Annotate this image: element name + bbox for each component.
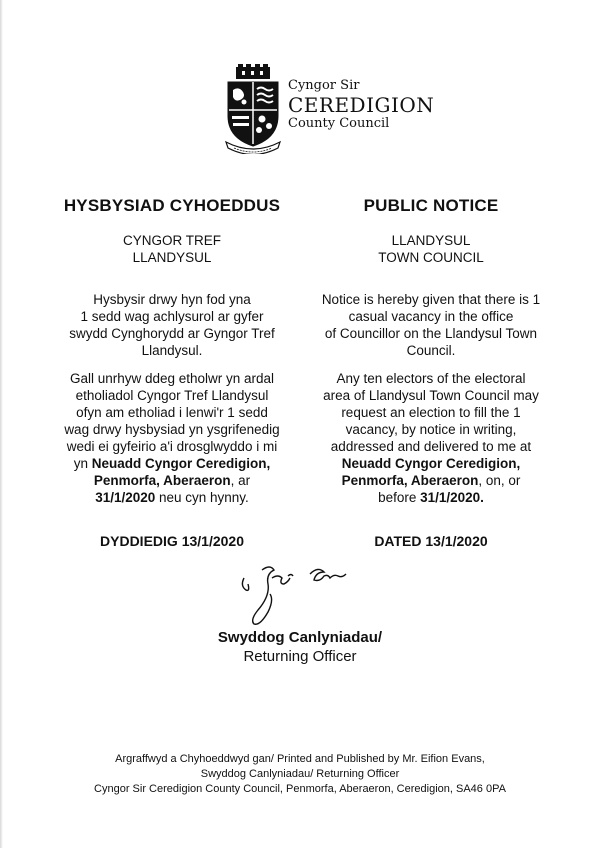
english-para1-line: of Councillor on the Llandysul Town [324,326,538,341]
english-para2-line: addressed and delivered to me at [330,439,532,454]
english-para1-line: Notice is hereby given that there is 1 [321,292,541,307]
welsh-para2-line [41,455,303,472]
english-heading: PUBLIC NOTICE [363,196,499,215]
english-para2-line: area of Llandysul Town Council may [323,388,539,403]
welsh-council-line: LLANDYSUL [132,250,212,265]
welsh-address-bold: Neuadd Cyngor Ceredigion, [91,456,271,471]
english-council-line: LLANDYSUL [391,233,471,248]
welsh-para1-line: Llandysul. [141,343,203,358]
welsh-para2-line: etholiadol Cyngor Tref Llandysul [75,388,269,403]
english-para1-line: Council. [406,343,456,358]
english-address-bold: Penmorfa, Aberaeron [341,473,479,488]
welsh-para2-text: neu cyn hynny. [155,490,249,505]
welsh-election-paragraph [41,370,303,506]
logo-line-ceredigion: CEREDIGION [288,93,435,117]
welsh-para2-line: ofyn am etholiad i lenwi'r 1 sedd [76,405,268,420]
welsh-para2-line [41,489,303,506]
english-address-bold: Neuadd Cyngor Ceredigion, [341,456,521,471]
officer-title-welsh: Swyddog Canlyniadau/ [217,629,383,646]
welsh-para2-line [41,472,303,489]
english-para2-text: before [378,490,421,505]
welsh-para2-text: yn [73,456,92,471]
english-dated: DATED 13/1/2020 [374,533,488,549]
english-election-paragraph [300,370,562,506]
logo-line-county-council: County Council [288,116,390,131]
english-para2-line [300,472,562,489]
welsh-para1-line: Hysbysir drwy hyn fod yna [93,292,251,307]
english-vacancy-paragraph [300,291,562,359]
handwritten-signature-icon [232,560,372,630]
welsh-heading: HYSBYSIAD CYHOEDDUS [63,196,281,215]
council-logo [222,64,435,154]
english-para1-line: casual vacancy in the office [348,309,514,324]
english-para2-text: , on, or [478,473,521,488]
welsh-vacancy-paragraph [41,291,303,359]
footer-line: Cyngor Sir Ceredigion County Council, Penmorfa, Aberaeron, Ceredigion, SA46 0PA [94,783,506,795]
english-council-name [300,232,562,266]
officer-title-english: Returning Officer [243,648,357,665]
welsh-para2-line: Gall unrhyw ddeg etholwr yn ardal [69,371,275,386]
english-para2-line: request an election to fill the 1 [341,405,521,420]
footer-line: Swyddog Canlyniadau/ Returning Officer [200,768,400,780]
english-council-line: TOWN COUNCIL [378,250,484,265]
footer-line: Argraffwyd a Chyhoeddwyd gan/ Printed and Published by Mr. Eifion Evans, [115,753,485,765]
english-para2-line [300,489,562,506]
welsh-para1-line: swydd Cynghorydd ar Gyngor Tref [69,326,275,341]
english-para2-line [300,455,562,472]
logo-wordmark [288,78,438,132]
welsh-council-name [41,232,303,266]
english-para2-line: Any ten electors of the electoral [336,371,526,386]
welsh-para2-line: wedi ei gyfeirio a'i drosglwyddo i mi [66,439,278,454]
welsh-para1-line: 1 sedd wag achlysurol ar gyfer [80,309,264,324]
publisher-footer [40,752,560,797]
welsh-deadline-bold: 31/1/2020 [95,490,156,505]
ceredigion-crest-icon [222,64,284,154]
logo-line-cyngor-sir: Cyngor Sir [288,78,360,93]
welsh-council-line: CYNGOR TREF [122,233,221,248]
returning-officer-title [150,628,450,666]
english-para2-line: vacancy, by notice in writing, [345,422,517,437]
english-deadline-bold: 31/1/2020. [420,490,484,505]
scan-edge [0,0,3,848]
welsh-para2-text: , ar [230,473,251,488]
welsh-para2-line: wag drwy hysbysiad yn ysgrifenedig [64,422,280,437]
welsh-address-bold: Penmorfa, Aberaeron [93,473,231,488]
welsh-dated: DYDDIEDIG 13/1/2020 [100,533,244,549]
